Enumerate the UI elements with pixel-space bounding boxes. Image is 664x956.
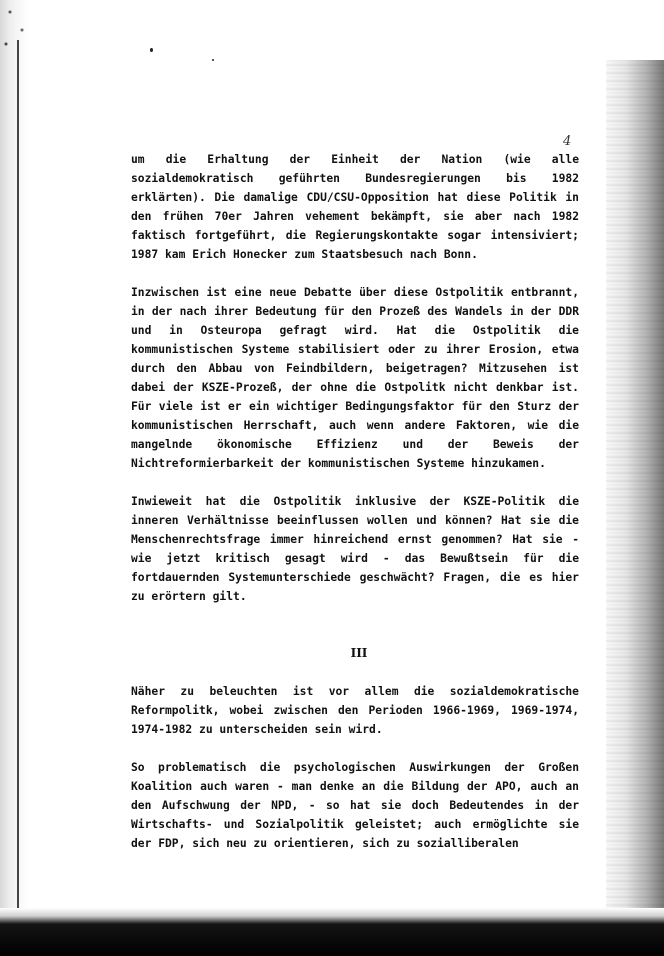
scan-left-edge-shadow xyxy=(0,0,30,956)
scan-dust-speck xyxy=(150,48,153,52)
scan-speckles xyxy=(0,0,40,60)
paragraph-4: Näher zu beleuchten ist vor allem die sozialdemokratische Reformpolitk, wobei zwischen den Perioden 1966-1969, 1969-1974, 1974-1982 zu unterscheiden sein wird. xyxy=(131,685,579,736)
scan-bottom-edge-shadow xyxy=(0,908,664,956)
paragraph-5: So problematisch die psychologischen Auswirkungen der Großen Koalition auch waren - man denke an die Bildung der APO, auch an den Aufschwung der NPD, - so hat sie doch Bedeutendes in der Wirtschafts- und Sozialpolitik geleistet; auch ermöglichte sie der FDP, sich neu zu orientieren, sich zu sozialliberalen xyxy=(131,761,579,850)
section-heading: III xyxy=(350,646,368,660)
scan-dust-speck xyxy=(212,59,214,61)
scan-right-edge-shadow xyxy=(606,60,664,920)
scan-left-edge-line xyxy=(17,40,19,940)
paragraph-3: Inwieweit hat die Ostpolitik inklusive der KSZE-Politik die inneren Verhältnisse beeinflussen wollen und können? Hat sie die Menschenrechtsfrage immer hinreichend ernst genommen? Hat sie - wie jetzt kritisch gesagt wird - das Bewußtsein für die fortdauernden Systemunterschiede geschwächt? Fragen, die es hier zu erörtern gilt. xyxy=(131,495,579,603)
paragraph-1: um die Erhaltung der Einheit der Nation (wie alle sozialdemokratisch geführten Bundesregierungen bis 1982 erklärten). Die damalige CDU/CSU-Opposition hat diese Politik in den frühen 70er Jahren vehement bekämpft, sie aber nach 1982 faktisch fortgeführt, die Regierungskontakte sogar intensiviert; 1987 kam Erich Honecker zum Staatsbesuch nach Bonn. xyxy=(131,153,579,261)
page-number: 4 xyxy=(563,134,572,149)
document-body xyxy=(131,150,579,853)
paragraph-2: Inzwischen ist eine neue Debatte über diese Ostpolitik entbrannt, in der nach ihrer Bedeutung für den Prozeß des Wandels in der DDR und in Osteuropa gefragt wird. Hat die Ostpolitik die kommunistischen Systeme stabilisiert oder zu ihrer Erosion, etwa durch den Abbau von Feindbildern, beigetragen? Mitzusehen ist dabei der KSZE-Prozeß, der ohne die Ostpolitk nicht denkbar ist. Für viele ist er ein wichtiger Bedingungsfaktor für den Sturz der kommunistischen Herrschaft, auch wenn andere Faktoren, wie die mangelnde ökonomische Effizienz und der Beweis der Nichtreformierbarkeit der kommunistischen Systeme hinzukamen. xyxy=(131,286,579,470)
